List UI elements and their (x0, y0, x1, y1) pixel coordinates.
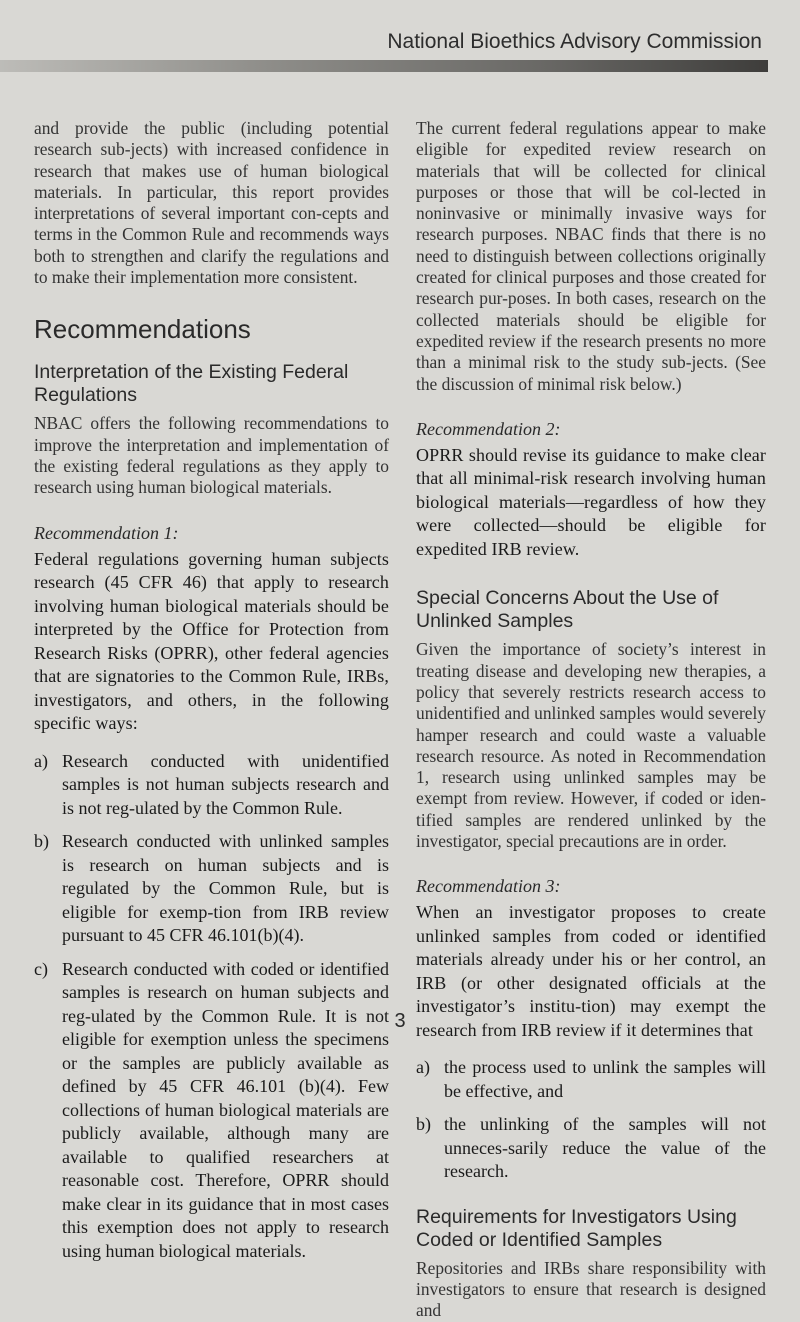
list-item-text: the unlinking of the samples will not unneces-sarily reduce the value of the research. (444, 1114, 766, 1182)
recommendation-1-label: Recommendation 1: (34, 522, 179, 543)
right-column (416, 118, 766, 1322)
intro-paragraph: and provide the public (including potential research sub-jects) with increased confidence in research that makes use of human biological materials. In particular, this report provides interpretations of several important con-cepts and terms in the Common Rule and recommends ways both to strengthen and clarify the regulations and to make their implementation more consistent. (34, 118, 389, 288)
page-number: 3 (394, 1010, 406, 1032)
list-item-text: the process used to unlink the samples will be effective, and (444, 1057, 766, 1101)
list-marker: a) (416, 1057, 430, 1078)
section-title-coded-samples: Requirements for Investigators Using Coded or Identified Samples (416, 1205, 737, 1251)
list-item (34, 750, 389, 821)
federal-regulations-paragraph: The current federal regulations appear to make eligible for expedited review research on materials that will be collected for clinical purposes or those that will be col-lected in noninvasive or minimally invasive ways for research purposes. NBAC finds that there is no need to distinguish between collections originally created for clinical purposes and those created for research pur-poses. In both cases, research on the collected materials should be eligible for expedited review if the research presents no more than a minimal risk to the study sub-jects. (See the discussion of minimal risk below.) (416, 118, 766, 394)
list-item-text: Research conducted with unlinked samples is research on human subjects and is regulated by the Common Rule, but is eligible for exemp-tion from IRB review pursuant to 45 CFR 46.101(b)(4). (62, 831, 389, 946)
recommendation-2-text: OPRR should revise its guidance to make clear that all minimal-risk research involving human biological materials—regardless of how they were collected—should be eligible for expedited IRB review. (416, 444, 766, 559)
list-marker: b) (416, 1114, 431, 1135)
section-title-recommendations: Recommendations (34, 314, 251, 345)
list-item (416, 1113, 766, 1184)
left-column (34, 118, 389, 1273)
recommendation-3-label: Recommendation 3: (416, 876, 561, 897)
running-header-title: National Bioethics Advisory Commission (387, 30, 762, 53)
recommendation-3-text: When an investigator proposes to create unlinked samples from coded or identified materials already under his or her control, an IRB (or other designated officials at the investigator’s institu-tion) may exempt the research from IRB review if it determines that (416, 902, 766, 1040)
list-marker: c) (34, 958, 48, 979)
list-item (34, 830, 389, 948)
recommendation-3-list (416, 1056, 766, 1184)
header-rule-bar (0, 60, 768, 72)
list-item-text: Research conducted with coded or identified samples is research on human subjects and reg-ulated by the Common Rule. It is not eligible for exemption unless the specimens or the samples are publicly available as defined by 45 CFR 46.101 (b)(4). Few collections of human biological materials are publicly available, although many are available to qualified researchers at reasonable cost. Therefore, OPRR should make clear in its guidance that in most cases this exemption does not apply to research using human biological materials. (62, 958, 389, 1261)
unlinked-samples-paragraph: Given the importance of society’s interest in treating disease and developing new therapies, a policy that severely restricts research access to unidentified and unlinked samples would severely hamper research and could waste a valuable research resource. As noted in Recommendation 1, research using unlinked samples may be exempt from review. However, if coded or iden-tified samples are rendered unlinked by the investigator, special precautions are in order. (416, 639, 766, 852)
section-title-unlinked-samples: Special Concerns About the Use of Unlinked Samples (416, 587, 719, 633)
list-marker: a) (34, 750, 48, 771)
list-item (34, 958, 389, 1264)
coded-samples-paragraph: Repositories and IRBs share responsibility with investigators to ensure that research is designed and (416, 1257, 766, 1321)
recommendation-1-list (34, 750, 389, 1264)
subsection-title-interpretation: Interpretation of the Existing Federal Regulations (34, 361, 349, 407)
list-item-text: Research conducted with unidentified samples is not human subjects research and is not reg-ulated by the Common Rule. (62, 750, 389, 818)
recommendation-1-text: Federal regulations governing human subjects research (45 CFR 46) that apply to research involving human biological materials should be interpreted by the Office for Protection from Research Risks (OPRR), other federal agencies that are signatories to the Common Rule, IRBs, investigators, and others, in the following specific ways: (34, 548, 389, 734)
recommendation-2-label: Recommendation 2: (416, 418, 561, 439)
subsection-intro-paragraph: NBAC offers the following recommendations to improve the interpretation and implementation of the existing federal regulations as they apply to research using human biological materials. (34, 413, 389, 498)
list-item (416, 1056, 766, 1103)
list-marker: b) (34, 831, 49, 852)
